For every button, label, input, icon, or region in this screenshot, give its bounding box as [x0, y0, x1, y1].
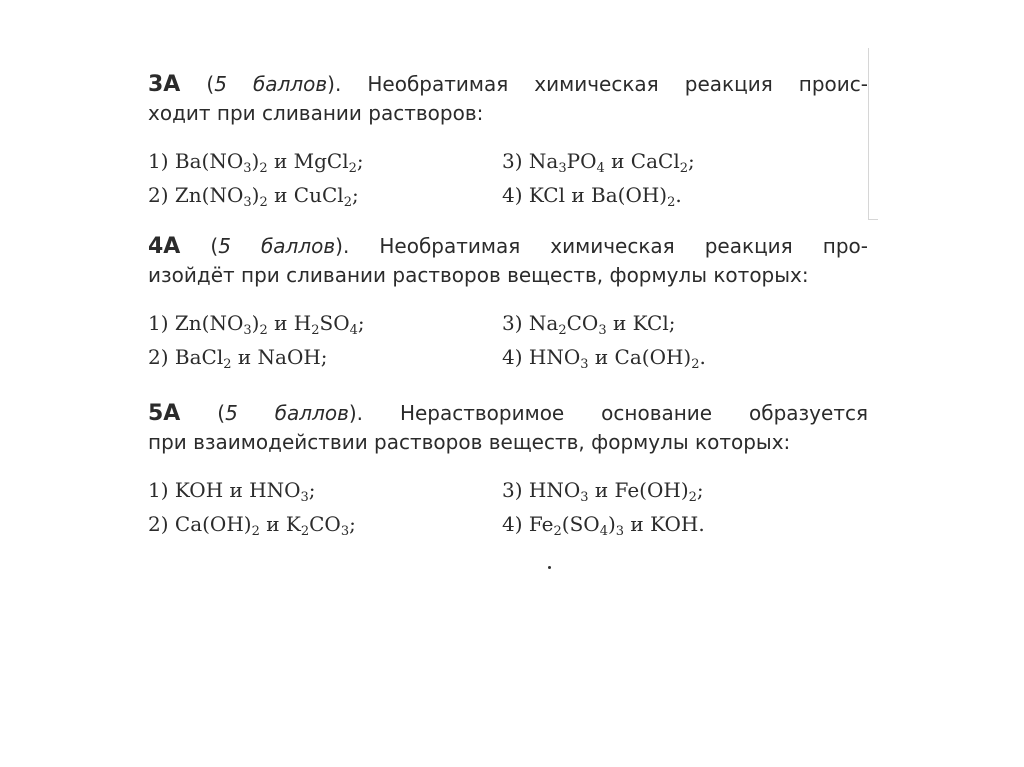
formula-text: и CuCl	[267, 183, 344, 207]
task-header: 4А (5 баллов). Необратимая химическая реакция про- изойдёт при сливании растворов веществ, формулы которых:	[148, 232, 868, 290]
answer-options	[148, 146, 868, 216]
answer-option-3[interactable]	[502, 146, 695, 176]
answer-option-4[interactable]	[502, 342, 706, 372]
formula-subscript: 4	[599, 524, 608, 539]
formula-text: KOH и HNO	[174, 478, 301, 502]
task-3a	[148, 70, 868, 216]
task-text-line2: при взаимодействии растворов веществ, формулы которых:	[148, 430, 791, 454]
formula-text: ;	[688, 149, 695, 173]
formula-subscript: 2	[688, 490, 697, 505]
formula-text: ;	[349, 512, 356, 536]
formula-subscript: 3	[340, 524, 350, 539]
formula-subscript: 2	[251, 524, 260, 539]
option-number: 2)	[148, 345, 175, 369]
formula-subscript: 3	[300, 490, 309, 505]
formula-subscript: 3	[243, 195, 252, 210]
option-number: 3)	[502, 149, 529, 173]
formula-text: и Ca(OH)	[588, 345, 692, 369]
formula-subscript: 2	[259, 161, 268, 176]
formula-text: Zn(NO	[174, 183, 244, 207]
answer-option-1[interactable]	[148, 475, 316, 505]
task-text-line2: изойдёт при сливании растворов веществ, формулы которых:	[148, 263, 809, 287]
task-text-line1: Нерастворимое основание образуется	[399, 401, 868, 425]
formula-text: и K	[259, 512, 301, 536]
formula-text: и H	[267, 311, 312, 335]
formula-text: ;	[308, 478, 316, 502]
task-points: 5 баллов	[214, 72, 328, 96]
option-number: 4)	[502, 345, 529, 369]
formula-text: Na	[528, 311, 559, 335]
formula-subscript: 2	[691, 357, 700, 372]
formula-subscript: 3	[598, 323, 607, 338]
formula-text: .	[699, 345, 706, 369]
option-number: 1)	[148, 311, 175, 335]
option-number: 1)	[148, 478, 175, 502]
option-number: 4)	[502, 512, 529, 536]
formula-text: KCl и Ba(OH)	[528, 183, 668, 207]
formula-text: ;	[357, 311, 365, 335]
formula-text: и Fe(OH)	[588, 478, 689, 502]
formula-text: ;	[356, 149, 364, 173]
formula-text: и KOH.	[624, 512, 705, 536]
formula-text: )	[251, 149, 260, 173]
task-points: 5 баллов	[218, 234, 336, 258]
formula-text: CO	[566, 311, 599, 335]
answer-option-3[interactable]	[502, 308, 675, 338]
option-number: 2)	[148, 183, 175, 207]
task-header: 5А (5 баллов). Нерастворимое основание образуется при взаимодействии растворов веществ, формулы которых:	[148, 399, 868, 457]
formula-subscript: 2	[300, 524, 310, 539]
frame-border-tick	[868, 219, 878, 220]
option-number: 3)	[502, 311, 529, 335]
formula-subscript: 2	[679, 161, 689, 176]
formula-subscript: 2	[348, 161, 357, 176]
formula-text: .	[675, 183, 682, 207]
task-text-line2: ходит при сливании растворов:	[148, 101, 484, 125]
formula-subscript: 3	[558, 161, 567, 176]
frame-border-line	[868, 48, 869, 220]
formula-text: )	[251, 311, 260, 335]
formula-text: Zn(NO	[174, 311, 244, 335]
formula-text: PO	[566, 149, 597, 173]
formula-text: и MgCl	[267, 149, 349, 173]
formula-text: BaCl	[174, 345, 224, 369]
formula-text: ;	[351, 183, 359, 207]
stray-dot-mark	[548, 566, 551, 569]
formula-text: и KCl;	[606, 311, 676, 335]
formula-text: и CaCl	[604, 149, 680, 173]
answer-option-2[interactable]	[148, 509, 356, 539]
task-number: 3А	[148, 72, 181, 97]
formula-subscript: 3	[580, 357, 589, 372]
answer-option-1[interactable]	[148, 146, 364, 176]
answer-option-1[interactable]	[148, 308, 365, 338]
formula-subscript: 3	[243, 323, 252, 338]
formula-text: Na	[528, 149, 559, 173]
formula-subscript: 2	[259, 323, 268, 338]
answer-options	[148, 308, 868, 378]
formula-text: HNO	[528, 478, 581, 502]
formula-subscript: 4	[349, 323, 358, 338]
option-number: 4)	[502, 183, 529, 207]
formula-text: ;	[696, 478, 704, 502]
formula-text: Ca(OH)	[174, 512, 252, 536]
formula-subscript: 2	[553, 524, 562, 539]
task-number: 4А	[148, 234, 181, 259]
answer-options	[148, 475, 868, 545]
formula-text: SO	[319, 311, 350, 335]
task-5a	[148, 399, 868, 545]
formula-subscript: 2	[667, 195, 676, 210]
formula-text: Fe	[528, 512, 554, 536]
formula-text: )	[607, 512, 616, 536]
answer-option-2[interactable]	[148, 180, 359, 210]
formula-subscript: 3	[615, 524, 625, 539]
formula-text: Ba(NO	[174, 149, 244, 173]
answer-option-4[interactable]	[502, 180, 682, 210]
task-header: 3А (5 баллов). Необратимая химическая реакция проис- ходит при сливании растворов:	[148, 70, 868, 128]
formula-text: )	[251, 183, 260, 207]
formula-subscript: 4	[596, 161, 605, 176]
formula-text: HNO	[528, 345, 581, 369]
formula-text: CO	[309, 512, 341, 536]
task-text-line1: Необратимая химическая реакция проис-	[367, 72, 868, 96]
formula-subscript: 3	[243, 161, 252, 176]
formula-subscript: 2	[259, 195, 268, 210]
formula-subscript: 2	[311, 323, 320, 338]
option-number: 1)	[148, 149, 175, 173]
task-4a	[148, 232, 868, 378]
task-text-line1: Необратимая химическая реакция про-	[379, 234, 868, 258]
formula-subscript: 2	[558, 323, 567, 338]
formula-text: и NaOH;	[231, 345, 328, 369]
formula-subscript: 2	[343, 195, 352, 210]
formula-subscript: 3	[580, 490, 589, 505]
answer-option-3[interactable]	[502, 475, 704, 505]
option-number: 2)	[148, 512, 175, 536]
answer-option-2[interactable]	[148, 342, 328, 372]
task-points: 5 баллов	[225, 401, 349, 425]
answer-option-4[interactable]	[502, 509, 705, 539]
formula-text: (SO	[561, 512, 600, 536]
option-number: 3)	[502, 478, 529, 502]
task-number: 5А	[148, 401, 181, 426]
formula-subscript: 2	[223, 357, 232, 372]
